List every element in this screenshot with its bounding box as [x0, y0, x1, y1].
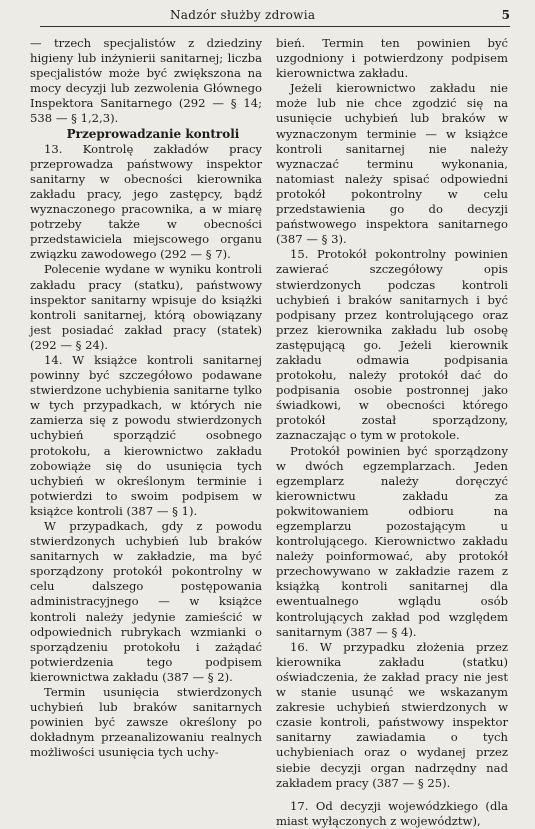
paragraph: W przypadkach, gdy z powodu stwierdzonych uchybień lub braków sanitarnych w zakładzie, ma być sporządzony protokół pokontrolny w celu dalszego postępowania administracyjnego — w książce kontroli należy jedynie zamieścić w odpowiednich rubrykach wzmianki o sporządzeniu protokołu i zażądać potwierdzenia tego podpisem kierownictwa zakładu (387 — § 2).: [30, 519, 262, 684]
paragraph: 14. W książce kontroli sanitarnej powinny być szczegółowo podawane stwierdzone uchybienia sanitarne tylko w tych przypadkach, w których nie zamierza się z powodu stwierdzonych uchybień sporządzić osobnego protokołu, a kierownictwo zakładu zobowiąże się do usunięcia tych uchybień w określonym terminie i potwierdzi to swoim podpisem w książce kontroli (387 — § 1).: [30, 352, 262, 518]
paragraph: Jeżeli kierownictwo zakładu nie może lub nie chce zgodzić się na usunięcie uchybień lub braków w wyznaczonym terminie — w książce kontroli sanitarnej nie należy wyznaczać terminu wykonania, natomiast należy spisać odpowiedni protokół pokontrolny w celu przedstawienia go do decyzji państwowego inspektora sanitarnego (387 — § 3).: [276, 81, 508, 247]
paragraph: Termin usunięcia stwierdzonych uchybień lub braków sanitarnych powinien być zawsze określony po dokładnym przeanalizowaniu realnych możliwości usunięcia tych uchy-: [30, 685, 262, 760]
paragraph: 15. Protokół pokontrolny powinien zawierać szczegółowy opis stwierdzonych podczas kontroli uchybień i braków sanitarnych i być podpisany przez kontrolującego oraz przez kierownika zakładu lub osobę zastępującą go. Jeżeli kierownik zakładu odmawia podpisania protokołu, należy protokół dać do podpisania osobie postronnej jako świadkowi, w obecności którego protokół został sporządzony, zaznaczając o tym w protokole.: [276, 247, 508, 443]
page-number: 5: [501, 8, 510, 22]
paragraph: 16. W przypadku złożenia przez kierownika zakładu (statku) oświadczenia, że zakład pracy nie jest w stanie usunąć we wskazanym zakresie uchybień stwierdzonych w czasie kontroli, państwowy inspektor sanitarny zawiadamia o tych uchybieniach oraz o wydanej przez siebie decyzji organ nadrzędny nad zakładem pracy (387 — § 25).: [276, 639, 508, 790]
right-column: [276, 36, 508, 829]
paragraph: 13. Kontrolę zakładów pracy przeprowadza państwowy inspektor sanitarny w obecności kierownika zakładu pracy, jego zastępcy, bądź wyznaczonego pracownika, a w miarę potrzeby także w obecności przedstawiciela miejscowego organu związku zawodowego (292 — § 7).: [30, 141, 262, 262]
header-title: Nadzór służby zdrowia: [170, 8, 316, 22]
paragraph: bień. Termin ten powinien być uzgodniony i potwierdzony podpisem kierownictwa zakładu.: [276, 36, 508, 81]
section-heading: Przeprowadzanie kontroli: [66, 126, 240, 141]
paragraph: — trzech specjalistów z dziedziny higieny lub inżynierii sanitarnej; liczba specjalistów może być zwiększona na mocy decyzji lub zezwolenia Głównego Inspektora Sanitarnego (292 — § 14; 538 — § 1,2,3).: [30, 36, 262, 126]
paragraph: Polecenie wydane w wyniku kontroli zakładu pracy (statku), państwowy inspektor sanitarny wpisuje do książki kontroli sanitarnej, którą obowiązany jest posiadać zakład pracy (statek) (292 — § 24).: [30, 262, 262, 352]
paragraph: Protokół powinien być sporządzony w dwóch egzemplarzach. Jeden egzemplarz należy doręczyć kierownictwu zakładu za pokwitowaniem odbioru na egzemplarzu pozostającym u kontrolującego. Kierownictwo zakładu należy poinformować, aby protokół przechowywano w zakładzie razem z książką kontroli sanitarnej dla ewentualnego wglądu osób kontrolujących zakład pod względem sanitarnym (387 — § 4).: [276, 443, 508, 639]
paragraph: 17. Od decyzji wojewódzkiego (dla miast wyłączonych z województw),: [276, 798, 508, 828]
running-header: [40, 8, 510, 27]
left-column: [30, 36, 262, 761]
